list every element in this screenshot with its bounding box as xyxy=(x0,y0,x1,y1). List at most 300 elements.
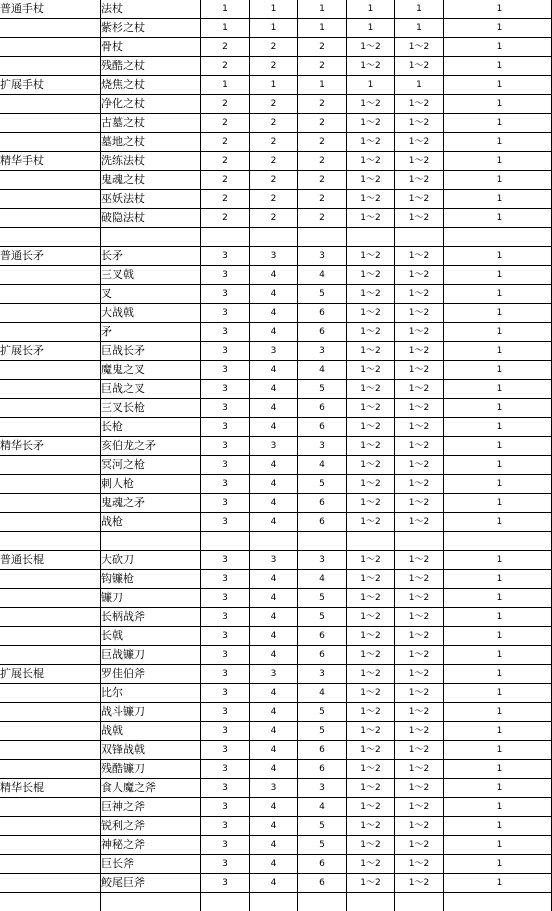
value-cell-2[interactable]: 4 xyxy=(250,741,298,760)
category-cell[interactable] xyxy=(0,741,101,760)
weapon-name-cell[interactable]: 残酷之杖 xyxy=(101,57,201,76)
value-cell-3[interactable]: 3 xyxy=(298,342,347,361)
value-cell-5[interactable]: 1 xyxy=(395,0,444,19)
weapon-name-cell[interactable]: 冥河之枪 xyxy=(101,456,201,475)
value-cell-1[interactable]: 3 xyxy=(201,285,250,304)
value-cell-4[interactable]: 1～2 xyxy=(347,798,395,817)
value-cell-3[interactable]: 5 xyxy=(298,836,347,855)
value-cell-2[interactable]: 3 xyxy=(250,247,298,266)
category-cell[interactable] xyxy=(0,114,101,133)
value-cell-4[interactable]: 1～2 xyxy=(347,551,395,570)
value-cell-4[interactable]: 1 xyxy=(347,0,395,19)
value-cell-1[interactable]: 3 xyxy=(201,665,250,684)
value-cell-3[interactable]: 2 xyxy=(298,209,347,228)
category-cell[interactable] xyxy=(0,323,101,342)
category-cell[interactable] xyxy=(0,684,101,703)
value-cell-2[interactable]: 2 xyxy=(250,114,298,133)
value-cell-5[interactable]: 1～2 xyxy=(395,266,444,285)
value-cell-2[interactable]: 4 xyxy=(250,646,298,665)
value-cell-6[interactable]: 1 xyxy=(444,342,552,361)
category-cell[interactable]: 精华长棍 xyxy=(0,779,101,798)
category-cell[interactable]: 扩展长棍 xyxy=(0,665,101,684)
weapon-name-cell[interactable] xyxy=(101,893,201,911)
value-cell-5[interactable]: 1～2 xyxy=(395,133,444,152)
weapon-name-cell[interactable]: 长戟 xyxy=(101,627,201,646)
weapon-name-cell[interactable]: 残酷镰刀 xyxy=(101,760,201,779)
value-cell-2[interactable]: 4 xyxy=(250,570,298,589)
value-cell-3[interactable]: 6 xyxy=(298,855,347,874)
value-cell-3[interactable]: 6 xyxy=(298,418,347,437)
category-cell[interactable] xyxy=(0,475,101,494)
weapon-name-cell[interactable]: 鲛尾巨斧 xyxy=(101,874,201,893)
value-cell-3[interactable]: 5 xyxy=(298,817,347,836)
category-cell[interactable] xyxy=(0,304,101,323)
value-cell-5[interactable]: 1～2 xyxy=(395,513,444,532)
value-cell-1[interactable]: 3 xyxy=(201,627,250,646)
category-cell[interactable] xyxy=(0,836,101,855)
value-cell-6[interactable]: 1 xyxy=(444,722,552,741)
value-cell-1[interactable]: 3 xyxy=(201,323,250,342)
value-cell-4[interactable]: 1～2 xyxy=(347,437,395,456)
value-cell-3[interactable]: 3 xyxy=(298,665,347,684)
value-cell-6[interactable]: 1 xyxy=(444,456,552,475)
value-cell-4[interactable]: 1～2 xyxy=(347,665,395,684)
value-cell-3[interactable]: 6 xyxy=(298,323,347,342)
category-cell[interactable] xyxy=(0,171,101,190)
value-cell-6[interactable]: 1 xyxy=(444,133,552,152)
category-cell[interactable]: 精华长矛 xyxy=(0,437,101,456)
value-cell-5[interactable]: 1～2 xyxy=(395,741,444,760)
weapon-name-cell[interactable]: 双锋战戟 xyxy=(101,741,201,760)
value-cell-4[interactable]: 1～2 xyxy=(347,456,395,475)
weapon-name-cell[interactable]: 巨战之叉 xyxy=(101,380,201,399)
value-cell-5[interactable]: 1～2 xyxy=(395,342,444,361)
value-cell-1[interactable]: 3 xyxy=(201,513,250,532)
value-cell-1[interactable]: 3 xyxy=(201,399,250,418)
weapon-name-cell[interactable]: 钩镰枪 xyxy=(101,570,201,589)
value-cell-3[interactable]: 2 xyxy=(298,38,347,57)
value-cell-4[interactable]: 1～2 xyxy=(347,817,395,836)
weapon-name-cell[interactable]: 战戟 xyxy=(101,722,201,741)
value-cell-6[interactable]: 1 xyxy=(444,494,552,513)
value-cell-2[interactable]: 2 xyxy=(250,152,298,171)
value-cell-1[interactable]: 3 xyxy=(201,475,250,494)
value-cell-5[interactable]: 1～2 xyxy=(395,38,444,57)
value-cell-1[interactable] xyxy=(201,893,250,911)
value-cell-6[interactable]: 1 xyxy=(444,513,552,532)
value-cell-3[interactable]: 6 xyxy=(298,494,347,513)
value-cell-6[interactable] xyxy=(444,228,552,247)
value-cell-6[interactable]: 1 xyxy=(444,551,552,570)
value-cell-1[interactable]: 2 xyxy=(201,114,250,133)
value-cell-2[interactable]: 2 xyxy=(250,171,298,190)
value-cell-1[interactable]: 3 xyxy=(201,361,250,380)
weapon-name-cell[interactable] xyxy=(101,228,201,247)
weapon-name-cell[interactable]: 破隐法杖 xyxy=(101,209,201,228)
value-cell-2[interactable]: 4 xyxy=(250,684,298,703)
value-cell-2[interactable] xyxy=(250,893,298,911)
value-cell-1[interactable]: 3 xyxy=(201,722,250,741)
value-cell-3[interactable]: 2 xyxy=(298,171,347,190)
value-cell-6[interactable]: 1 xyxy=(444,399,552,418)
value-cell-6[interactable]: 1 xyxy=(444,703,552,722)
value-cell-4[interactable]: 1～2 xyxy=(347,722,395,741)
value-cell-6[interactable]: 1 xyxy=(444,323,552,342)
value-cell-2[interactable]: 4 xyxy=(250,380,298,399)
value-cell-2[interactable]: 4 xyxy=(250,456,298,475)
value-cell-4[interactable]: 1～2 xyxy=(347,152,395,171)
category-cell[interactable] xyxy=(0,646,101,665)
value-cell-3[interactable]: 5 xyxy=(298,475,347,494)
value-cell-3[interactable]: 5 xyxy=(298,722,347,741)
value-cell-4[interactable] xyxy=(347,532,395,551)
value-cell-2[interactable]: 4 xyxy=(250,513,298,532)
weapon-name-cell[interactable]: 长柄战斧 xyxy=(101,608,201,627)
value-cell-2[interactable]: 2 xyxy=(250,95,298,114)
weapon-name-cell[interactable]: 鬼魂之杖 xyxy=(101,171,201,190)
category-cell[interactable] xyxy=(0,532,101,551)
value-cell-4[interactable]: 1～2 xyxy=(347,475,395,494)
value-cell-4[interactable]: 1～2 xyxy=(347,133,395,152)
value-cell-5[interactable]: 1～2 xyxy=(395,152,444,171)
value-cell-1[interactable]: 2 xyxy=(201,133,250,152)
weapon-name-cell[interactable]: 紫杉之杖 xyxy=(101,19,201,38)
value-cell-2[interactable]: 4 xyxy=(250,836,298,855)
value-cell-3[interactable]: 1 xyxy=(298,0,347,19)
value-cell-6[interactable]: 1 xyxy=(444,475,552,494)
value-cell-6[interactable]: 1 xyxy=(444,836,552,855)
category-cell[interactable] xyxy=(0,38,101,57)
value-cell-5[interactable]: 1～2 xyxy=(395,95,444,114)
value-cell-4[interactable]: 1～2 xyxy=(347,285,395,304)
category-cell[interactable] xyxy=(0,380,101,399)
weapon-name-cell[interactable]: 食人魔之斧 xyxy=(101,779,201,798)
value-cell-2[interactable]: 3 xyxy=(250,342,298,361)
category-cell[interactable] xyxy=(0,418,101,437)
value-cell-6[interactable]: 1 xyxy=(444,209,552,228)
value-cell-5[interactable]: 1～2 xyxy=(395,437,444,456)
category-cell[interactable] xyxy=(0,627,101,646)
value-cell-3[interactable]: 6 xyxy=(298,646,347,665)
value-cell-5[interactable]: 1～2 xyxy=(395,779,444,798)
value-cell-2[interactable]: 4 xyxy=(250,494,298,513)
value-cell-1[interactable]: 2 xyxy=(201,152,250,171)
category-cell[interactable] xyxy=(0,513,101,532)
value-cell-2[interactable]: 4 xyxy=(250,855,298,874)
value-cell-6[interactable]: 1 xyxy=(444,760,552,779)
value-cell-3[interactable]: 1 xyxy=(298,19,347,38)
value-cell-1[interactable]: 1 xyxy=(201,76,250,95)
value-cell-4[interactable]: 1～2 xyxy=(347,608,395,627)
weapon-name-cell[interactable]: 战枪 xyxy=(101,513,201,532)
value-cell-3[interactable]: 6 xyxy=(298,627,347,646)
value-cell-4[interactable]: 1～2 xyxy=(347,570,395,589)
category-cell[interactable] xyxy=(0,893,101,911)
value-cell-5[interactable]: 1～2 xyxy=(395,836,444,855)
weapon-name-cell[interactable]: 洗练法杖 xyxy=(101,152,201,171)
value-cell-6[interactable]: 1 xyxy=(444,779,552,798)
value-cell-2[interactable]: 3 xyxy=(250,437,298,456)
category-cell[interactable] xyxy=(0,285,101,304)
weapon-name-cell[interactable]: 长矛 xyxy=(101,247,201,266)
value-cell-6[interactable]: 1 xyxy=(444,190,552,209)
value-cell-6[interactable]: 1 xyxy=(444,684,552,703)
value-cell-4[interactable]: 1～2 xyxy=(347,247,395,266)
value-cell-5[interactable]: 1～2 xyxy=(395,551,444,570)
value-cell-1[interactable]: 3 xyxy=(201,266,250,285)
value-cell-4[interactable]: 1～2 xyxy=(347,760,395,779)
value-cell-4[interactable]: 1～2 xyxy=(347,209,395,228)
value-cell-6[interactable]: 1 xyxy=(444,304,552,323)
value-cell-1[interactable]: 3 xyxy=(201,418,250,437)
weapon-name-cell[interactable]: 魔鬼之叉 xyxy=(101,361,201,380)
value-cell-2[interactable]: 4 xyxy=(250,608,298,627)
weapon-name-cell[interactable]: 大砍刀 xyxy=(101,551,201,570)
value-cell-4[interactable]: 1～2 xyxy=(347,513,395,532)
value-cell-6[interactable]: 1 xyxy=(444,874,552,893)
value-cell-3[interactable]: 4 xyxy=(298,570,347,589)
value-cell-5[interactable] xyxy=(395,532,444,551)
value-cell-6[interactable]: 1 xyxy=(444,646,552,665)
value-cell-3[interactable]: 5 xyxy=(298,380,347,399)
category-cell[interactable] xyxy=(0,494,101,513)
value-cell-5[interactable]: 1～2 xyxy=(395,418,444,437)
value-cell-5[interactable]: 1～2 xyxy=(395,874,444,893)
value-cell-3[interactable]: 2 xyxy=(298,95,347,114)
value-cell-6[interactable]: 1 xyxy=(444,817,552,836)
value-cell-2[interactable]: 4 xyxy=(250,703,298,722)
value-cell-3[interactable]: 5 xyxy=(298,285,347,304)
value-cell-4[interactable]: 1 xyxy=(347,19,395,38)
category-cell[interactable]: 精华手杖 xyxy=(0,152,101,171)
value-cell-1[interactable]: 3 xyxy=(201,304,250,323)
value-cell-2[interactable]: 1 xyxy=(250,0,298,19)
category-cell[interactable] xyxy=(0,570,101,589)
category-cell[interactable] xyxy=(0,228,101,247)
value-cell-1[interactable]: 3 xyxy=(201,855,250,874)
value-cell-3[interactable]: 6 xyxy=(298,741,347,760)
value-cell-1[interactable]: 3 xyxy=(201,551,250,570)
value-cell-1[interactable] xyxy=(201,532,250,551)
value-cell-5[interactable]: 1～2 xyxy=(395,570,444,589)
value-cell-1[interactable]: 2 xyxy=(201,190,250,209)
weapon-name-cell[interactable]: 古墓之杖 xyxy=(101,114,201,133)
value-cell-5[interactable]: 1～2 xyxy=(395,323,444,342)
value-cell-5[interactable]: 1～2 xyxy=(395,285,444,304)
weapon-name-cell[interactable]: 大战戟 xyxy=(101,304,201,323)
value-cell-1[interactable]: 3 xyxy=(201,646,250,665)
value-cell-4[interactable]: 1～2 xyxy=(347,836,395,855)
value-cell-3[interactable]: 4 xyxy=(298,684,347,703)
weapon-name-cell[interactable]: 罗佳伯斧 xyxy=(101,665,201,684)
value-cell-1[interactable]: 3 xyxy=(201,570,250,589)
value-cell-6[interactable]: 1 xyxy=(444,57,552,76)
value-cell-5[interactable]: 1～2 xyxy=(395,380,444,399)
value-cell-1[interactable]: 2 xyxy=(201,95,250,114)
value-cell-1[interactable]: 3 xyxy=(201,342,250,361)
value-cell-3[interactable]: 6 xyxy=(298,874,347,893)
value-cell-6[interactable]: 1 xyxy=(444,19,552,38)
value-cell-5[interactable]: 1～2 xyxy=(395,209,444,228)
value-cell-2[interactable]: 4 xyxy=(250,817,298,836)
value-cell-6[interactable] xyxy=(444,532,552,551)
weapon-name-cell[interactable]: 三叉戟 xyxy=(101,266,201,285)
value-cell-6[interactable]: 1 xyxy=(444,855,552,874)
value-cell-5[interactable]: 1～2 xyxy=(395,646,444,665)
value-cell-5[interactable]: 1～2 xyxy=(395,171,444,190)
value-cell-5[interactable]: 1～2 xyxy=(395,399,444,418)
value-cell-4[interactable]: 1～2 xyxy=(347,874,395,893)
weapon-name-cell[interactable]: 战斗镰刀 xyxy=(101,703,201,722)
value-cell-1[interactable]: 3 xyxy=(201,798,250,817)
value-cell-5[interactable] xyxy=(395,228,444,247)
category-cell[interactable] xyxy=(0,19,101,38)
category-cell[interactable] xyxy=(0,190,101,209)
value-cell-6[interactable]: 1 xyxy=(444,627,552,646)
value-cell-2[interactable]: 1 xyxy=(250,76,298,95)
value-cell-1[interactable]: 3 xyxy=(201,589,250,608)
value-cell-5[interactable]: 1～2 xyxy=(395,627,444,646)
category-cell[interactable]: 普通长矛 xyxy=(0,247,101,266)
value-cell-3[interactable]: 6 xyxy=(298,304,347,323)
weapon-name-cell[interactable]: 比尔 xyxy=(101,684,201,703)
value-cell-6[interactable]: 1 xyxy=(444,95,552,114)
value-cell-5[interactable]: 1～2 xyxy=(395,494,444,513)
category-cell[interactable]: 扩展长矛 xyxy=(0,342,101,361)
value-cell-4[interactable]: 1～2 xyxy=(347,779,395,798)
weapon-name-cell[interactable]: 烧焦之杖 xyxy=(101,76,201,95)
value-cell-1[interactable]: 1 xyxy=(201,0,250,19)
value-cell-6[interactable]: 1 xyxy=(444,418,552,437)
value-cell-4[interactable]: 1～2 xyxy=(347,589,395,608)
value-cell-4[interactable]: 1～2 xyxy=(347,646,395,665)
value-cell-3[interactable] xyxy=(298,532,347,551)
category-cell[interactable]: 普通手杖 xyxy=(0,0,101,19)
weapon-name-cell[interactable]: 巨战镰刀 xyxy=(101,646,201,665)
value-cell-3[interactable]: 6 xyxy=(298,513,347,532)
value-cell-2[interactable]: 2 xyxy=(250,57,298,76)
weapon-name-cell[interactable]: 锐利之斧 xyxy=(101,817,201,836)
value-cell-4[interactable]: 1～2 xyxy=(347,190,395,209)
value-cell-3[interactable]: 5 xyxy=(298,589,347,608)
category-cell[interactable] xyxy=(0,855,101,874)
category-cell[interactable] xyxy=(0,703,101,722)
value-cell-5[interactable]: 1～2 xyxy=(395,798,444,817)
value-cell-3[interactable]: 4 xyxy=(298,798,347,817)
value-cell-4[interactable]: 1～2 xyxy=(347,95,395,114)
value-cell-2[interactable]: 4 xyxy=(250,627,298,646)
value-cell-5[interactable]: 1～2 xyxy=(395,114,444,133)
value-cell-5[interactable]: 1～2 xyxy=(395,247,444,266)
value-cell-1[interactable]: 3 xyxy=(201,437,250,456)
value-cell-4[interactable]: 1～2 xyxy=(347,494,395,513)
category-cell[interactable] xyxy=(0,456,101,475)
value-cell-4[interactable]: 1～2 xyxy=(347,703,395,722)
value-cell-1[interactable]: 3 xyxy=(201,760,250,779)
value-cell-4[interactable]: 1～2 xyxy=(347,323,395,342)
value-cell-4[interactable]: 1～2 xyxy=(347,361,395,380)
value-cell-3[interactable]: 2 xyxy=(298,57,347,76)
value-cell-4[interactable]: 1～2 xyxy=(347,114,395,133)
weapon-name-cell[interactable]: 矛 xyxy=(101,323,201,342)
value-cell-5[interactable]: 1 xyxy=(395,19,444,38)
value-cell-5[interactable]: 1～2 xyxy=(395,608,444,627)
value-cell-4[interactable]: 1～2 xyxy=(347,380,395,399)
value-cell-6[interactable]: 1 xyxy=(444,437,552,456)
weapon-name-cell[interactable]: 巫妖法杖 xyxy=(101,190,201,209)
value-cell-3[interactable]: 3 xyxy=(298,779,347,798)
value-cell-5[interactable]: 1～2 xyxy=(395,456,444,475)
value-cell-6[interactable]: 1 xyxy=(444,76,552,95)
value-cell-4[interactable]: 1～2 xyxy=(347,266,395,285)
value-cell-5[interactable]: 1～2 xyxy=(395,722,444,741)
value-cell-3[interactable]: 1 xyxy=(298,76,347,95)
value-cell-4[interactable]: 1 xyxy=(347,76,395,95)
category-cell[interactable] xyxy=(0,209,101,228)
value-cell-4[interactable]: 1～2 xyxy=(347,627,395,646)
value-cell-1[interactable]: 3 xyxy=(201,836,250,855)
weapon-name-cell[interactable]: 巨神之斧 xyxy=(101,798,201,817)
category-cell[interactable] xyxy=(0,266,101,285)
value-cell-1[interactable]: 3 xyxy=(201,703,250,722)
value-cell-2[interactable]: 3 xyxy=(250,665,298,684)
value-cell-1[interactable]: 3 xyxy=(201,380,250,399)
value-cell-4[interactable]: 1～2 xyxy=(347,57,395,76)
value-cell-2[interactable]: 4 xyxy=(250,323,298,342)
value-cell-1[interactable]: 2 xyxy=(201,171,250,190)
value-cell-1[interactable]: 3 xyxy=(201,817,250,836)
value-cell-5[interactable]: 1～2 xyxy=(395,304,444,323)
weapon-name-cell[interactable]: 亥伯龙之矛 xyxy=(101,437,201,456)
category-cell[interactable] xyxy=(0,760,101,779)
value-cell-2[interactable]: 4 xyxy=(250,266,298,285)
value-cell-3[interactable]: 4 xyxy=(298,456,347,475)
value-cell-3[interactable]: 2 xyxy=(298,190,347,209)
value-cell-3[interactable]: 3 xyxy=(298,247,347,266)
value-cell-6[interactable]: 1 xyxy=(444,114,552,133)
value-cell-6[interactable] xyxy=(444,893,552,911)
value-cell-6[interactable]: 1 xyxy=(444,380,552,399)
value-cell-4[interactable]: 1～2 xyxy=(347,855,395,874)
category-cell[interactable]: 扩展手杖 xyxy=(0,76,101,95)
value-cell-2[interactable]: 2 xyxy=(250,38,298,57)
value-cell-5[interactable]: 1～2 xyxy=(395,760,444,779)
category-cell[interactable] xyxy=(0,874,101,893)
category-cell[interactable] xyxy=(0,608,101,627)
value-cell-2[interactable]: 4 xyxy=(250,285,298,304)
value-cell-5[interactable]: 1～2 xyxy=(395,475,444,494)
value-cell-1[interactable]: 2 xyxy=(201,38,250,57)
value-cell-2[interactable]: 2 xyxy=(250,209,298,228)
value-cell-5[interactable]: 1～2 xyxy=(395,703,444,722)
value-cell-1[interactable]: 2 xyxy=(201,209,250,228)
weapon-name-cell[interactable]: 净化之杖 xyxy=(101,95,201,114)
value-cell-6[interactable]: 1 xyxy=(444,285,552,304)
value-cell-2[interactable]: 1 xyxy=(250,19,298,38)
value-cell-1[interactable] xyxy=(201,228,250,247)
value-cell-3[interactable]: 4 xyxy=(298,361,347,380)
value-cell-6[interactable]: 1 xyxy=(444,608,552,627)
value-cell-5[interactable]: 1～2 xyxy=(395,665,444,684)
value-cell-4[interactable]: 1～2 xyxy=(347,342,395,361)
value-cell-6[interactable]: 1 xyxy=(444,0,552,19)
value-cell-2[interactable]: 4 xyxy=(250,760,298,779)
value-cell-3[interactable] xyxy=(298,893,347,911)
value-cell-6[interactable]: 1 xyxy=(444,171,552,190)
value-cell-5[interactable]: 1～2 xyxy=(395,190,444,209)
value-cell-2[interactable] xyxy=(250,532,298,551)
value-cell-2[interactable]: 4 xyxy=(250,589,298,608)
